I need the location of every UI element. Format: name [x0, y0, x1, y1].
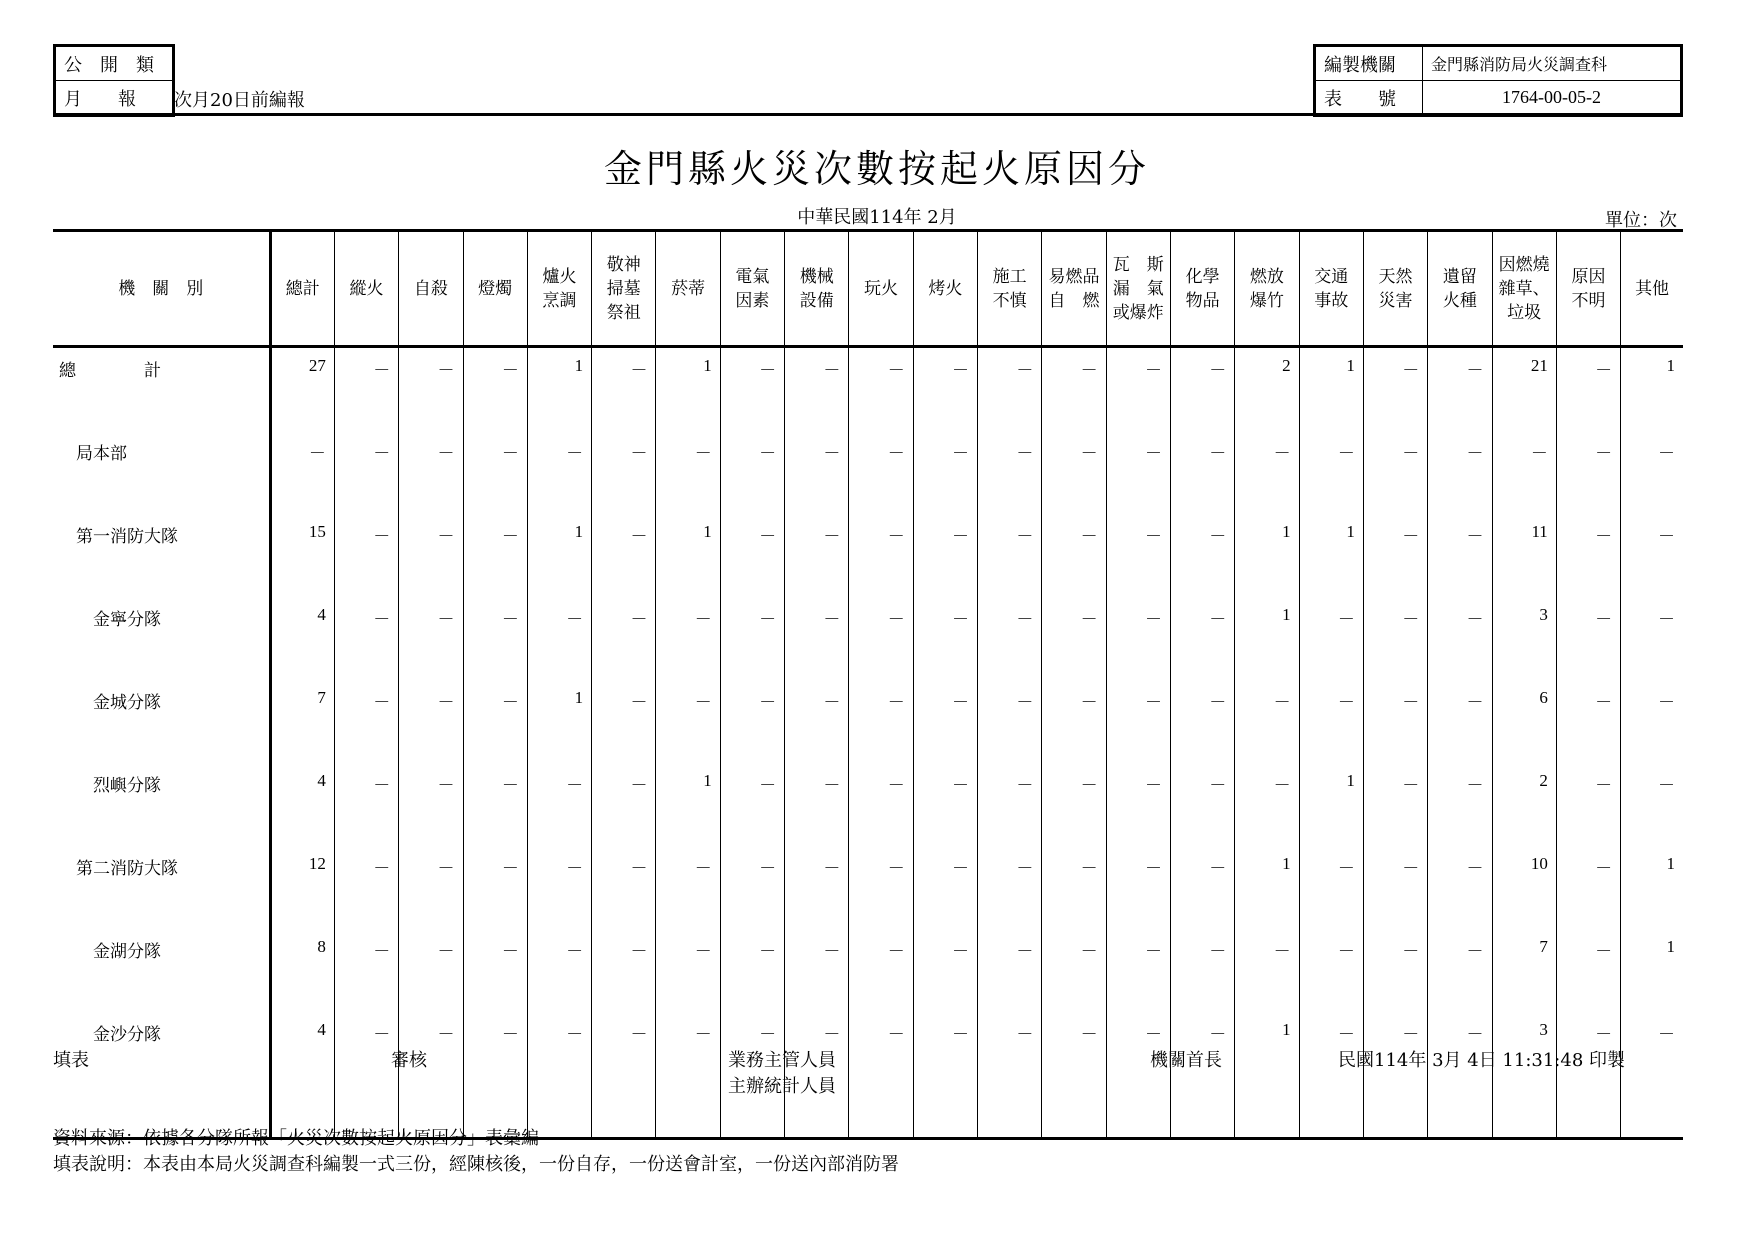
table-cell: －: [913, 597, 977, 680]
table-cell: －: [656, 597, 720, 680]
classification-box: [53, 44, 175, 117]
table-cell: －: [656, 680, 720, 763]
table-cell: －: [1042, 514, 1106, 597]
column-header-1: 總計: [270, 231, 334, 347]
table-cell: －: [785, 929, 849, 1012]
column-header-21: 原因 不明: [1556, 231, 1620, 347]
row-agency-name: 總 計: [59, 361, 161, 381]
table-cell: －: [399, 1012, 463, 1095]
table-cell: －: [785, 514, 849, 597]
column-header-17: 交通 事故: [1299, 231, 1363, 347]
table-cell: －: [1170, 597, 1234, 680]
table-cell: 1: [1299, 347, 1363, 432]
compiler-box: [1313, 44, 1683, 117]
table-row: [53, 514, 1683, 597]
print-timestamp: 民國114年 3月 4日 11:31:48 印製: [1338, 1050, 1625, 1071]
table-cell: －: [592, 846, 656, 929]
table-cell: －: [1235, 680, 1299, 763]
table-cell: －: [1556, 763, 1620, 846]
column-header-5: 爐火 烹調: [527, 231, 591, 347]
table-cell: －: [527, 846, 591, 929]
empty-cell: [913, 1095, 977, 1139]
empty-cell: [1106, 1095, 1170, 1139]
table-cell: －: [399, 929, 463, 1012]
table-cell: －: [720, 846, 784, 929]
table-row: [53, 431, 1683, 514]
form-number: 1764-00-05-2: [1423, 81, 1682, 116]
table-cell: －: [1042, 929, 1106, 1012]
table-cell: －: [463, 929, 527, 1012]
table-cell: －: [978, 347, 1042, 432]
table-cell: －: [1299, 680, 1363, 763]
table-cell: －: [592, 347, 656, 432]
table-cell: －: [785, 846, 849, 929]
table-cell: －: [1170, 763, 1234, 846]
table-cell: －: [720, 597, 784, 680]
table-cell: －: [1556, 929, 1620, 1012]
table-cell: 1: [1235, 846, 1299, 929]
table-cell: 3: [1492, 1012, 1556, 1095]
table-cell: －: [1363, 680, 1427, 763]
table-cell: 1: [656, 514, 720, 597]
table-cell: －: [1363, 846, 1427, 929]
table-cell: －: [334, 846, 398, 929]
table-cell: －: [592, 1012, 656, 1095]
column-header-10: 玩火: [849, 231, 913, 347]
table-cell: －: [1235, 763, 1299, 846]
column-header-7: 菸蒂: [656, 231, 720, 347]
table-cell: 1: [527, 680, 591, 763]
table-header-row: [53, 231, 1683, 347]
table-cell: －: [913, 763, 977, 846]
table-cell: －: [1428, 1012, 1492, 1095]
row-agency-name: 第一消防大隊: [76, 527, 178, 547]
table-cell: －: [1106, 514, 1170, 597]
table-cell: －: [1042, 763, 1106, 846]
table-cell: 1: [656, 763, 720, 846]
column-header-13: 易燃品 自 燃: [1042, 231, 1106, 347]
table-cell: －: [1363, 347, 1427, 432]
table-cell: －: [1556, 347, 1620, 432]
table-cell: －: [1492, 431, 1556, 514]
table-cell: －: [1042, 597, 1106, 680]
table-cell: －: [463, 680, 527, 763]
table-cell: －: [978, 1012, 1042, 1095]
table-cell: －: [978, 597, 1042, 680]
filling-instructions-note: 填表說明：本表由本局火災調查科編製一式三份，經陳核後，一份自存，一份送會計室，一份送內部消防署: [53, 1154, 899, 1175]
table-cell: －: [592, 431, 656, 514]
table-cell: －: [399, 680, 463, 763]
period-label: 月 報: [55, 81, 174, 116]
table-row: [53, 680, 1683, 763]
table-cell: 1: [1299, 763, 1363, 846]
table-cell: －: [334, 431, 398, 514]
column-header-20: 因燃燒 雜草、 垃圾: [1492, 231, 1556, 347]
column-header-12: 施工 不慎: [978, 231, 1042, 347]
table-cell: 4: [270, 597, 334, 680]
column-header-16: 燃放 爆竹: [1235, 231, 1299, 347]
table-cell: －: [592, 763, 656, 846]
table-cell: －: [849, 514, 913, 597]
table-cell: 7: [1492, 929, 1556, 1012]
table-cell: －: [1042, 1012, 1106, 1095]
table-cell: 1: [1621, 929, 1683, 1012]
table-cell: 10: [1492, 846, 1556, 929]
table-cell: 1: [1235, 597, 1299, 680]
table-cell: －: [334, 929, 398, 1012]
table-cell: －: [1299, 1012, 1363, 1095]
table-cell: －: [1556, 1012, 1620, 1095]
table-cell: －: [334, 763, 398, 846]
table-cell: －: [527, 1012, 591, 1095]
table-cell: －: [720, 514, 784, 597]
table-cell: －: [1170, 1012, 1234, 1095]
table-cell: －: [849, 680, 913, 763]
table-cell: －: [913, 1012, 977, 1095]
table-cell: －: [913, 431, 977, 514]
table-cell: －: [720, 1012, 784, 1095]
table-cell: －: [1428, 347, 1492, 432]
table-cell: －: [913, 680, 977, 763]
report-title: 金門縣火災次數按起火原因分: [603, 147, 1150, 191]
table-cell: 1: [1235, 514, 1299, 597]
column-header-3: 自殺: [399, 231, 463, 347]
table-cell: 1: [656, 347, 720, 432]
table-cell: 1: [1235, 1012, 1299, 1095]
table-cell: －: [1556, 514, 1620, 597]
compiler-label: 編製機關: [1315, 46, 1423, 81]
unit-label: 單位：次: [1605, 210, 1677, 231]
column-header-14: 瓦 斯 漏 氣 或爆炸: [1106, 231, 1170, 347]
table-cell: －: [463, 1012, 527, 1095]
table-cell: －: [1299, 431, 1363, 514]
table-cell: －: [978, 431, 1042, 514]
table-cell: －: [1106, 763, 1170, 846]
table-cell: －: [1106, 680, 1170, 763]
table-cell: －: [399, 597, 463, 680]
table-cell: －: [720, 347, 784, 432]
column-header-2: 縱火: [334, 231, 398, 347]
table-cell: －: [1363, 929, 1427, 1012]
empty-cell: [1621, 1095, 1683, 1139]
supervisor-label: 業務主管人員: [728, 1050, 836, 1071]
table-row: [53, 763, 1683, 846]
column-header-9: 機械 設備: [785, 231, 849, 347]
table-cell: 1: [1299, 514, 1363, 597]
table-cell: －: [399, 347, 463, 432]
table-cell: －: [1299, 846, 1363, 929]
table-cell: －: [592, 514, 656, 597]
table-cell: －: [849, 1012, 913, 1095]
table-cell: －: [785, 597, 849, 680]
table-cell: －: [1621, 763, 1683, 846]
table-cell: －: [1170, 431, 1234, 514]
column-header-agency: 機 關 別: [53, 231, 270, 347]
column-header-4: 燈燭: [463, 231, 527, 347]
table-cell: －: [978, 929, 1042, 1012]
table-cell: －: [656, 846, 720, 929]
column-header-22: 其他: [1621, 231, 1683, 347]
table-cell: －: [1621, 597, 1683, 680]
table-cell: －: [1106, 846, 1170, 929]
table-cell: 2: [1235, 347, 1299, 432]
table-cell: －: [1621, 431, 1683, 514]
table-cell: －: [463, 431, 527, 514]
period-value: 次月20日前編報: [174, 90, 305, 111]
table-cell: －: [720, 929, 784, 1012]
row-agency-name: 金寧分隊: [93, 610, 161, 630]
table-cell: －: [849, 431, 913, 514]
table-cell: －: [1106, 1012, 1170, 1095]
table-cell: 4: [270, 1012, 334, 1095]
column-header-19: 遺留 火種: [1428, 231, 1492, 347]
table-cell: －: [785, 431, 849, 514]
table-cell: －: [1428, 846, 1492, 929]
row-agency-name: 局本部: [76, 444, 127, 464]
table-row: [53, 347, 1683, 432]
table-cell: －: [1170, 514, 1234, 597]
category-label: 公 開 類: [55, 46, 174, 81]
table-cell: －: [463, 347, 527, 432]
table-cell: －: [527, 763, 591, 846]
row-agency-name: 金沙分隊: [93, 1025, 161, 1045]
table-cell: －: [463, 763, 527, 846]
column-header-15: 化學 物品: [1170, 231, 1234, 347]
table-cell: －: [1235, 929, 1299, 1012]
table-cell: －: [270, 431, 334, 514]
table-cell: －: [527, 597, 591, 680]
table-cell: －: [1299, 597, 1363, 680]
table-cell: －: [1363, 763, 1427, 846]
empty-cell: [1170, 1095, 1234, 1139]
statistician-label: 主辦統計人員: [728, 1076, 836, 1097]
table-cell: －: [334, 597, 398, 680]
table-cell: －: [1106, 597, 1170, 680]
table-cell: －: [1428, 929, 1492, 1012]
table-cell: －: [334, 1012, 398, 1095]
table-cell: －: [334, 680, 398, 763]
table-cell: －: [1556, 431, 1620, 514]
table-cell: －: [1235, 431, 1299, 514]
table-cell: －: [1363, 597, 1427, 680]
table-cell: －: [849, 929, 913, 1012]
table-cell: －: [1170, 347, 1234, 432]
table-cell: －: [913, 347, 977, 432]
table-cell: －: [1106, 347, 1170, 432]
table-cell: －: [1106, 929, 1170, 1012]
table-cell: －: [334, 347, 398, 432]
table-cell: 12: [270, 846, 334, 929]
table-cell: －: [527, 431, 591, 514]
table-cell: －: [1621, 1012, 1683, 1095]
table-cell: －: [720, 431, 784, 514]
table-cell: －: [1556, 597, 1620, 680]
table-cell: －: [1042, 347, 1106, 432]
empty-cell: [592, 1095, 656, 1139]
table-cell: －: [785, 763, 849, 846]
table-cell: 1: [527, 347, 591, 432]
table-cell: －: [849, 347, 913, 432]
table-cell: －: [656, 929, 720, 1012]
table-cell: －: [399, 763, 463, 846]
table-cell: 2: [1492, 763, 1556, 846]
table-cell: －: [1106, 431, 1170, 514]
table-cell: －: [527, 929, 591, 1012]
column-header-8: 電氣 因素: [720, 231, 784, 347]
table-cell: －: [913, 514, 977, 597]
table-cell: －: [785, 1012, 849, 1095]
table-cell: －: [1556, 846, 1620, 929]
table-cell: －: [1042, 846, 1106, 929]
table-cell: －: [1556, 680, 1620, 763]
empty-cell: [1556, 1095, 1620, 1139]
table-cell: －: [592, 597, 656, 680]
column-header-11: 烤火: [913, 231, 977, 347]
table-cell: 1: [527, 514, 591, 597]
table-cell: －: [978, 846, 1042, 929]
table-cell: 3: [1492, 597, 1556, 680]
reviewer-label: 審核: [391, 1050, 427, 1071]
table-cell: －: [1042, 431, 1106, 514]
empty-cell: [1299, 1095, 1363, 1139]
report-period: 中華民國114年 2月: [797, 207, 957, 228]
table-cell: －: [656, 431, 720, 514]
table-cell: －: [592, 680, 656, 763]
table-cell: －: [1170, 680, 1234, 763]
table-cell: －: [1042, 680, 1106, 763]
table-cell: －: [720, 763, 784, 846]
table-cell: 15: [270, 514, 334, 597]
table-cell: －: [785, 680, 849, 763]
empty-cell: [656, 1095, 720, 1139]
table-cell: －: [399, 514, 463, 597]
table-cell: －: [334, 514, 398, 597]
table-cell: －: [720, 680, 784, 763]
table-cell: －: [978, 514, 1042, 597]
empty-cell: [849, 1095, 913, 1139]
table-cell: 21: [1492, 347, 1556, 432]
table-cell: 4: [270, 763, 334, 846]
table-cell: －: [1299, 929, 1363, 1012]
table-cell: －: [1363, 1012, 1427, 1095]
head-label: 機關首長: [1150, 1050, 1222, 1071]
empty-cell: [978, 1095, 1042, 1139]
table-cell: －: [656, 1012, 720, 1095]
row-agency-name: 金湖分隊: [93, 942, 161, 962]
table-cell: －: [913, 929, 977, 1012]
table-cell: －: [463, 514, 527, 597]
row-agency-name: 金城分隊: [93, 693, 161, 713]
table-cell: －: [1170, 846, 1234, 929]
table-row: [53, 929, 1683, 1012]
table-cell: －: [849, 763, 913, 846]
table-cell: －: [1428, 680, 1492, 763]
table-cell: 27: [270, 347, 334, 432]
table-cell: －: [1170, 929, 1234, 1012]
column-header-18: 天然 災害: [1363, 231, 1427, 347]
empty-cell: [1363, 1095, 1427, 1139]
compiler-value: 金門縣消防局火災調查科: [1423, 46, 1682, 81]
table-cell: －: [1428, 431, 1492, 514]
fire-cause-table: [53, 229, 1683, 1140]
table-cell: －: [785, 347, 849, 432]
table-cell: －: [463, 597, 527, 680]
table-cell: 1: [1621, 347, 1683, 432]
table-cell: －: [399, 846, 463, 929]
table-cell: －: [1428, 514, 1492, 597]
table-cell: －: [1428, 597, 1492, 680]
table-cell: －: [592, 929, 656, 1012]
table-cell: －: [463, 846, 527, 929]
table-cell: －: [1621, 514, 1683, 597]
column-header-6: 敬神 掃墓 祭祖: [592, 231, 656, 347]
table-cell: 1: [1621, 846, 1683, 929]
table-cell: 6: [1492, 680, 1556, 763]
table-cell: －: [849, 597, 913, 680]
table-cell: －: [1428, 763, 1492, 846]
empty-cell: [785, 1095, 849, 1139]
data-source-note: 資料來源：依據各分隊所報「火災次數按起火原因分」表彙編: [53, 1128, 539, 1149]
table-cell: －: [1621, 680, 1683, 763]
table-row: [53, 597, 1683, 680]
table-cell: －: [1363, 514, 1427, 597]
row-agency-name: 第二消防大隊: [76, 859, 178, 879]
empty-cell: [1492, 1095, 1556, 1139]
filler-label: 填表: [53, 1050, 89, 1071]
table-cell: －: [913, 846, 977, 929]
empty-cell: [1428, 1095, 1492, 1139]
table-cell: －: [978, 680, 1042, 763]
empty-cell: [1235, 1095, 1299, 1139]
table-cell: 8: [270, 929, 334, 1012]
table-row: [53, 846, 1683, 929]
table-cell: 11: [1492, 514, 1556, 597]
table-cell: 7: [270, 680, 334, 763]
empty-cell: [720, 1095, 784, 1139]
form-label: 表 號: [1315, 81, 1423, 116]
table-cell: －: [849, 846, 913, 929]
table-cell: －: [399, 431, 463, 514]
table-cell: －: [1363, 431, 1427, 514]
table-cell: －: [978, 763, 1042, 846]
empty-cell: [1042, 1095, 1106, 1139]
row-agency-name: 烈嶼分隊: [93, 776, 161, 796]
